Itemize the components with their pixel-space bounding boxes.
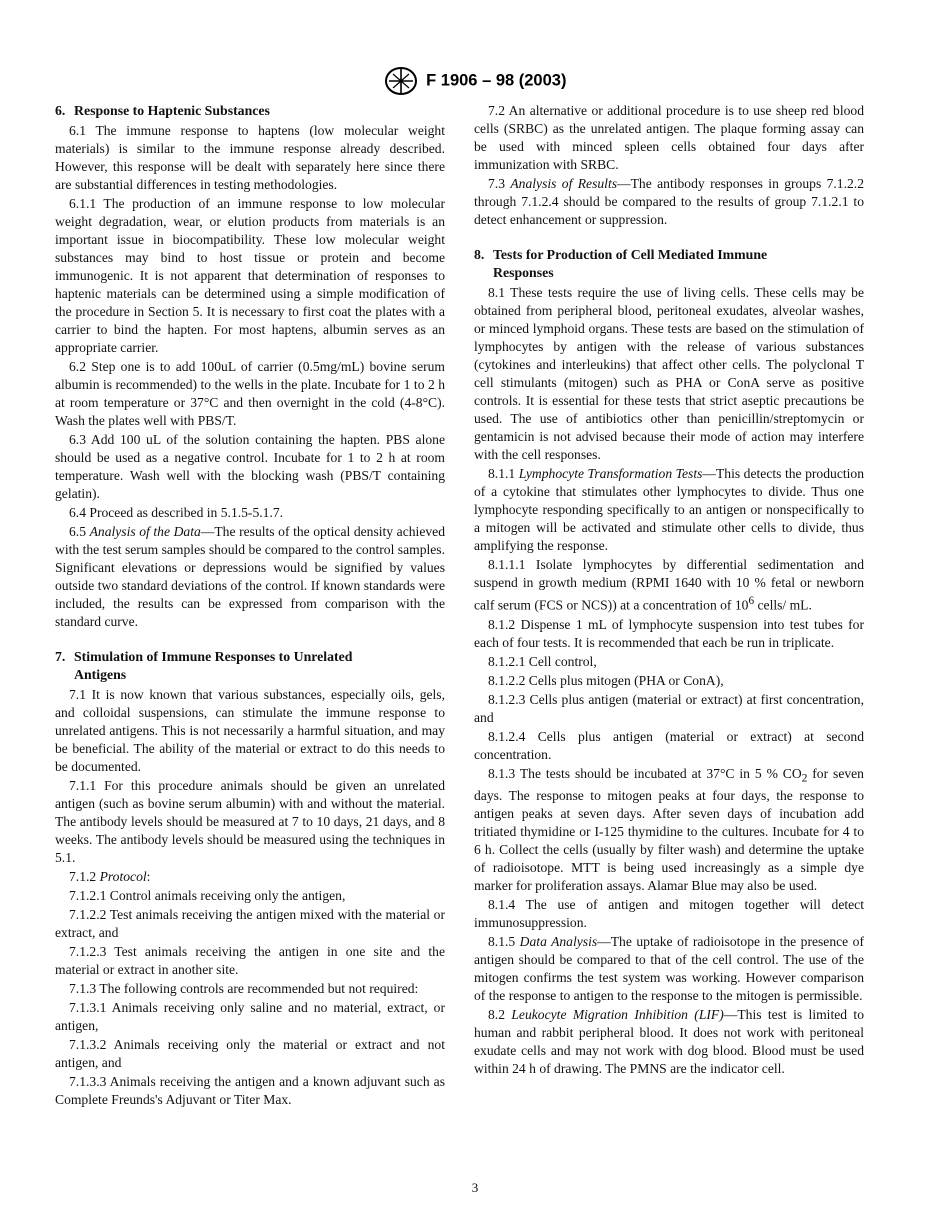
right-column [474, 102, 864, 1079]
para-7-1-3-3: 7.1.3.3 Animals receiving the antigen and a known adjuvant such as Complete Freunds's Adjuvant or Titer Max. [55, 1074, 445, 1107]
para-8-1-4: 8.1.4 The use of antigen and mitogen together will detect immunosuppression. [474, 897, 864, 931]
para-7-1-1: 7.1.1 For this procedure animals should be given an unrelated antigen (such as bovine serum albumin) with and without the material. The antibody levels should be measured at 7 to 10 days, 21 days, and 8 weeks. The antibody levels should be measured using the techniques in 5.1. [55, 778, 445, 865]
para-6-2: 6.2 Step one is to add 100uL of carrier (0.5mg/mL) bovine serum albumin is recommended) to the wells in the plate. Incubate for 1 to 2 h at room temperature or 37°C and then overnight in the cold (4-8°C). Wash the plates well with PBS/T. [55, 359, 445, 428]
section-7-heading: 7. Stimulation of Immune Responses to Unrelated Antigens [55, 649, 353, 682]
para-8-1-2-4: 8.1.2.4 Cells plus antigen (material or extract) at second concentration. [474, 728, 864, 762]
para-6-5: 6.5 Analysis of the Data—The results of the optical density achieved with the test serum samples should be compared to the control samples. Significant elevations or depressions would be signified by values outside two standard deviations of the control. If known standards were included, the results can be expressed from comparison with the standard curve. [55, 524, 445, 629]
para-6-1-1: 6.1.1 The production of an immune response to low molecular weight degradation, wear, or elution products from materials is an important issue in biocompatibility. These low molecular weight substances may bind to host tissue or protein and become immunogenic. It is not apparent that determination of responses to haptenic materials can be determined using a simple modification of the procedure in Section 5. It is necessary to first coat the plates with a carrier to bind the hapten. For most haptens, albumin serves as an appropriate carrier. [55, 196, 445, 355]
para-8-1-2-3: 8.1.2.3 Cells plus antigen (material or extract) at first concentration, and [474, 691, 864, 725]
section-6-heading: 6. Response to Haptenic Substances [55, 103, 270, 118]
para-6-4: 6.4 Proceed as described in 5.1.5-5.1.7. [69, 505, 284, 520]
para-8-1-3: 8.1.3 The tests should be incubated at 37°C in 5 % $CO_2$ for seven days. The response to mitogen peaks at four days, the response to antigen peaks at seven days. After seven days of incubation add tritiated thymidine or I-125 thymidine to the cultures. Incubate for 4 to 6 h. Collect the cells (usually by filter wash) and determine the uptake of radioisotope. MTT is being used increasingly as a simple dye marker for proliferation assays. Alamar Blue may also be used. [474, 765, 864, 894]
para-8-1-2-2: 8.1.2.2 Cells plus mitogen (PHA or ConA), [488, 672, 724, 688]
para-7-1-2: 7.1.2 Protocol: [69, 869, 151, 884]
left-column [55, 102, 445, 1110]
astm-logo-icon [384, 66, 418, 96]
para-8-1-1-1: 8.1.1.1 Isolate lymphocytes by differential sedimentation and suspend in growth medium (RPMI 1640 with 10 % fetal or newborn calf serum (FCS or NCS)) at a concentration of $10^6$ cells/ mL. [474, 557, 864, 613]
para-7-1-3: 7.1.3 The following controls are recommended but not required: [69, 981, 419, 996]
para-8-1-2-1: 8.1.2.1 Cell control, [488, 653, 597, 669]
para-7-1: 7.1 It is now known that various substances, especially oils, gels, and colloidal suspensions, can stimulate the immune response to unrelated antigens. This is not necessarily a harmful situation, and may be beneficial. The ability of the material or extract to do this needs to be documented. [55, 687, 445, 774]
para-7-1-2-3: 7.1.2.3 Test animals receiving the antigen in one site and the material or extract in another site. [55, 944, 445, 977]
para-7-2: 7.2 An alternative or additional procedure is to use sheep red blood cells (SRBC) as the unrelated antigen. The plaque forming assay can be used with minced spleen cells obtained four days after immunization with SRBC. [474, 103, 864, 172]
para-8-1-5: 8.1.5 Data Analysis—The uptake of radioisotope in the presence of antigen should be compared to that of the cell control. The use of the mitogen confirms the test system was working. However comparison of the response to antigen to the response to the mitogen is permissible. [474, 934, 865, 1004]
para-6-3: 6.3 Add 100 uL of the solution containing the hapten. PBS alone should be used as a negative control. Incubate for 1 to 2 h at room temperature. Wash well with the blocking wash (PBS/T containing gelatin). [55, 432, 445, 501]
para-8-1: 8.1 These tests require the use of living cells. These cells may be obtained from peripheral blood, peritoneal exudates, alveolar washes, or minced lymphoid organs. These tests are based on the stimulation of lymphocytes by antigen with the release of various substances (cytokines and interleukins) that affect other cells. The polyclonal T cell stimulants (mitogen) such as PHA or ConA serve as positive controls. It is essential for these tests that strict aseptic precautions be used. The use of antibiotics other than penicillin/streptomycin or gentamicin is not advised because their mode of action may interfere with the cell responses. [474, 285, 864, 462]
para-7-3: 7.3 Analysis of Results—The antibody responses in groups 7.1.2.2 through 7.1.2.4 should be compared to the results of group 7.1.2.1 to detect enhancement or suppression. [474, 176, 864, 227]
page-number: 3 [471, 1180, 479, 1195]
para-7-1-2-1: 7.1.2.1 Control animals receiving only the antigen, [69, 888, 346, 903]
para-8-2: 8.2 Leukocyte Migration Inhibition (LIF)—This test is limited to human and rabbit peripheral blood. It does not work with peritoneal exudate cells and may not work with dog blood. Blood must be used within 24 h of drawing. The PMNS are the indicator cell. [474, 1007, 865, 1077]
page-header [0, 66, 950, 96]
section-8-heading: 8. Tests for Production of Cell Mediated Immune Responses [474, 247, 768, 280]
para-7-1-3-2: 7.1.3.2 Animals receiving only the material or extract and not antigen, and [55, 1037, 445, 1070]
para-7-1-2-2: 7.1.2.2 Test animals receiving the antigen mixed with the material or extract, and [55, 907, 445, 940]
para-8-1-1: 8.1.1 Lymphocyte Transformation Tests—This detects the production of a cytokine that stimulates other lymphocytes to divide. Thus one lymphocyte responding specifically to an antigen or nonspecifically to a mitogen will be activated and stimulate other cells to divide, thus amplifying the response. [474, 466, 864, 553]
designation: F 1906 – 98 (2003) [426, 71, 567, 90]
para-7-1-3-1: 7.1.3.1 Animals receiving only saline and no material, extract, or antigen, [55, 1000, 445, 1033]
para-8-1-2: 8.1.2 Dispense 1 mL of lymphocyte suspension into test tubes for each of four tests. It is recommended that each be run in triplicate. [474, 616, 864, 650]
para-6-1: 6.1 The immune response to haptens (low molecular weight materials) is similar to the immune response already described. However, this response will be dealt with separately here since there are substantial differences in testing methodologies. [55, 123, 445, 192]
